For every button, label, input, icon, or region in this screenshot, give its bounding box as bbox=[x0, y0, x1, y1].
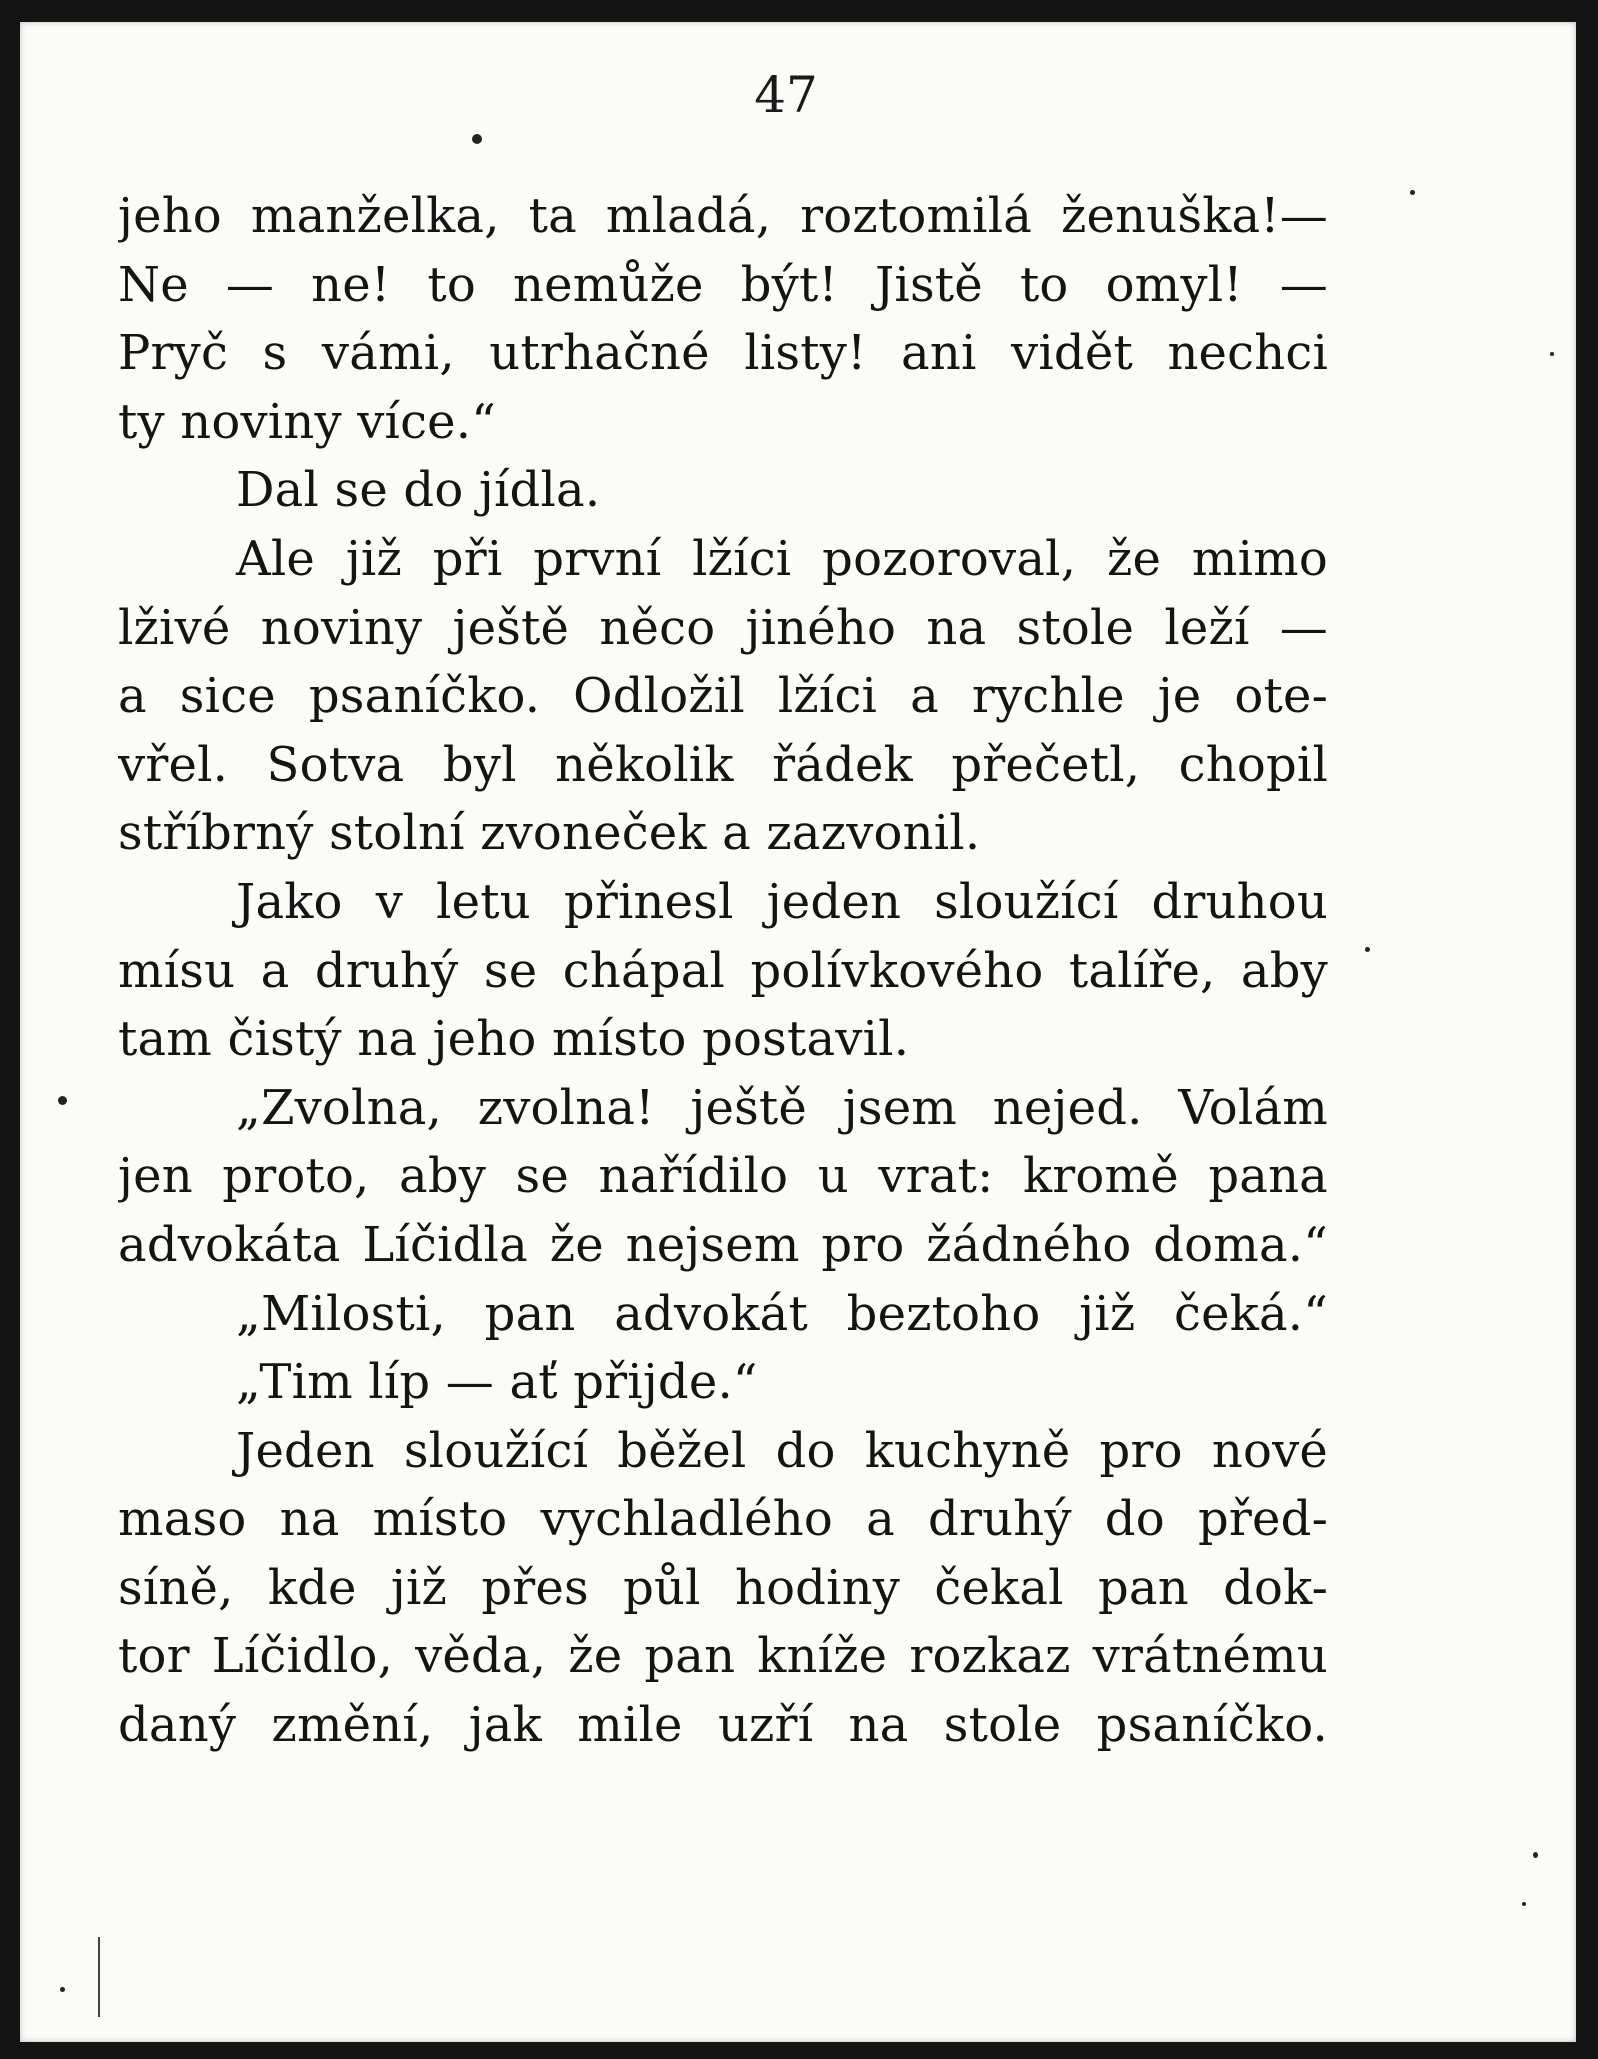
text-line-20: maso na místo vychladlého a druhý do před- bbox=[118, 1491, 1328, 1548]
text-line-13: tam čistý na jeho místo postavil. bbox=[118, 1011, 910, 1068]
book-page bbox=[20, 22, 1576, 2042]
body-text bbox=[118, 182, 1328, 1760]
text-line-23: daný změní, jak mile uzří na stole psaníčko. bbox=[118, 1697, 1328, 1754]
text-line-10: stříbrný stolní zvoneček a zazvonil. bbox=[118, 805, 981, 862]
scan-speck bbox=[1522, 1902, 1526, 1906]
text-line-22: tor Líčidlo, věda, že pan kníže rozkaz vrátnému bbox=[118, 1628, 1328, 1685]
text-line-7: lživé noviny ještě něco jiného na stole leží — bbox=[118, 599, 1328, 656]
text-line-3: Pryč s vámi, utrhačné listy! ani vidět nechci bbox=[118, 325, 1328, 382]
page-number: 47 bbox=[754, 66, 818, 124]
text-line-6: Ale již při první lžíci pozoroval, že mimo bbox=[236, 530, 1328, 587]
text-line-17: „Milosti, pan advokát beztoho již čeká.“ bbox=[236, 1285, 1328, 1342]
text-line-9: vřel. Sotva byl několik řádek přečetl, chopil bbox=[118, 736, 1328, 793]
text-line-2: Ne — ne! to nemůže být! Jistě to omyl! — bbox=[118, 256, 1328, 313]
text-line-1: jeho manželka, ta mladá, roztomilá ženuška!— bbox=[118, 188, 1328, 244]
scan-speck bbox=[1533, 1852, 1538, 1858]
scan-edge-mark bbox=[98, 1937, 100, 2017]
scan-speck bbox=[58, 1096, 67, 1105]
text-line-11: Jako v letu přinesl jeden sloužící druhou bbox=[236, 873, 1328, 930]
scan-speck bbox=[1365, 947, 1370, 952]
text-line-8: a sice psaníčko. Odložil lžíci a rychle je ote- bbox=[118, 668, 1328, 725]
scan-speck bbox=[1550, 352, 1554, 356]
text-line-16: advokáta Líčidla že nejsem pro žádného doma.“ bbox=[118, 1216, 1328, 1273]
text-line-14: „Zvolna, zvolna! ještě jsem nejed. Volám bbox=[236, 1079, 1328, 1136]
text-line-12: mísu a druhý se chápal polívkového talíře, aby bbox=[118, 942, 1328, 999]
scan-speck bbox=[472, 134, 482, 144]
text-line-5: Dal se do jídla. bbox=[236, 462, 601, 519]
text-line-15: jen proto, aby se nařídilo u vrat: kromě pana bbox=[118, 1148, 1328, 1205]
text-line-4: ty noviny více.“ bbox=[118, 393, 496, 450]
text-line-18: „Tim líp — ať přijde.“ bbox=[236, 1354, 758, 1411]
scan-speck bbox=[60, 1987, 65, 1992]
scan-speck bbox=[1410, 190, 1415, 195]
text-line-21: síně, kde již přes půl hodiny čekal pan dok- bbox=[118, 1559, 1328, 1616]
text-line-19: Jeden sloužící běžel do kuchyně pro nové bbox=[236, 1422, 1328, 1479]
